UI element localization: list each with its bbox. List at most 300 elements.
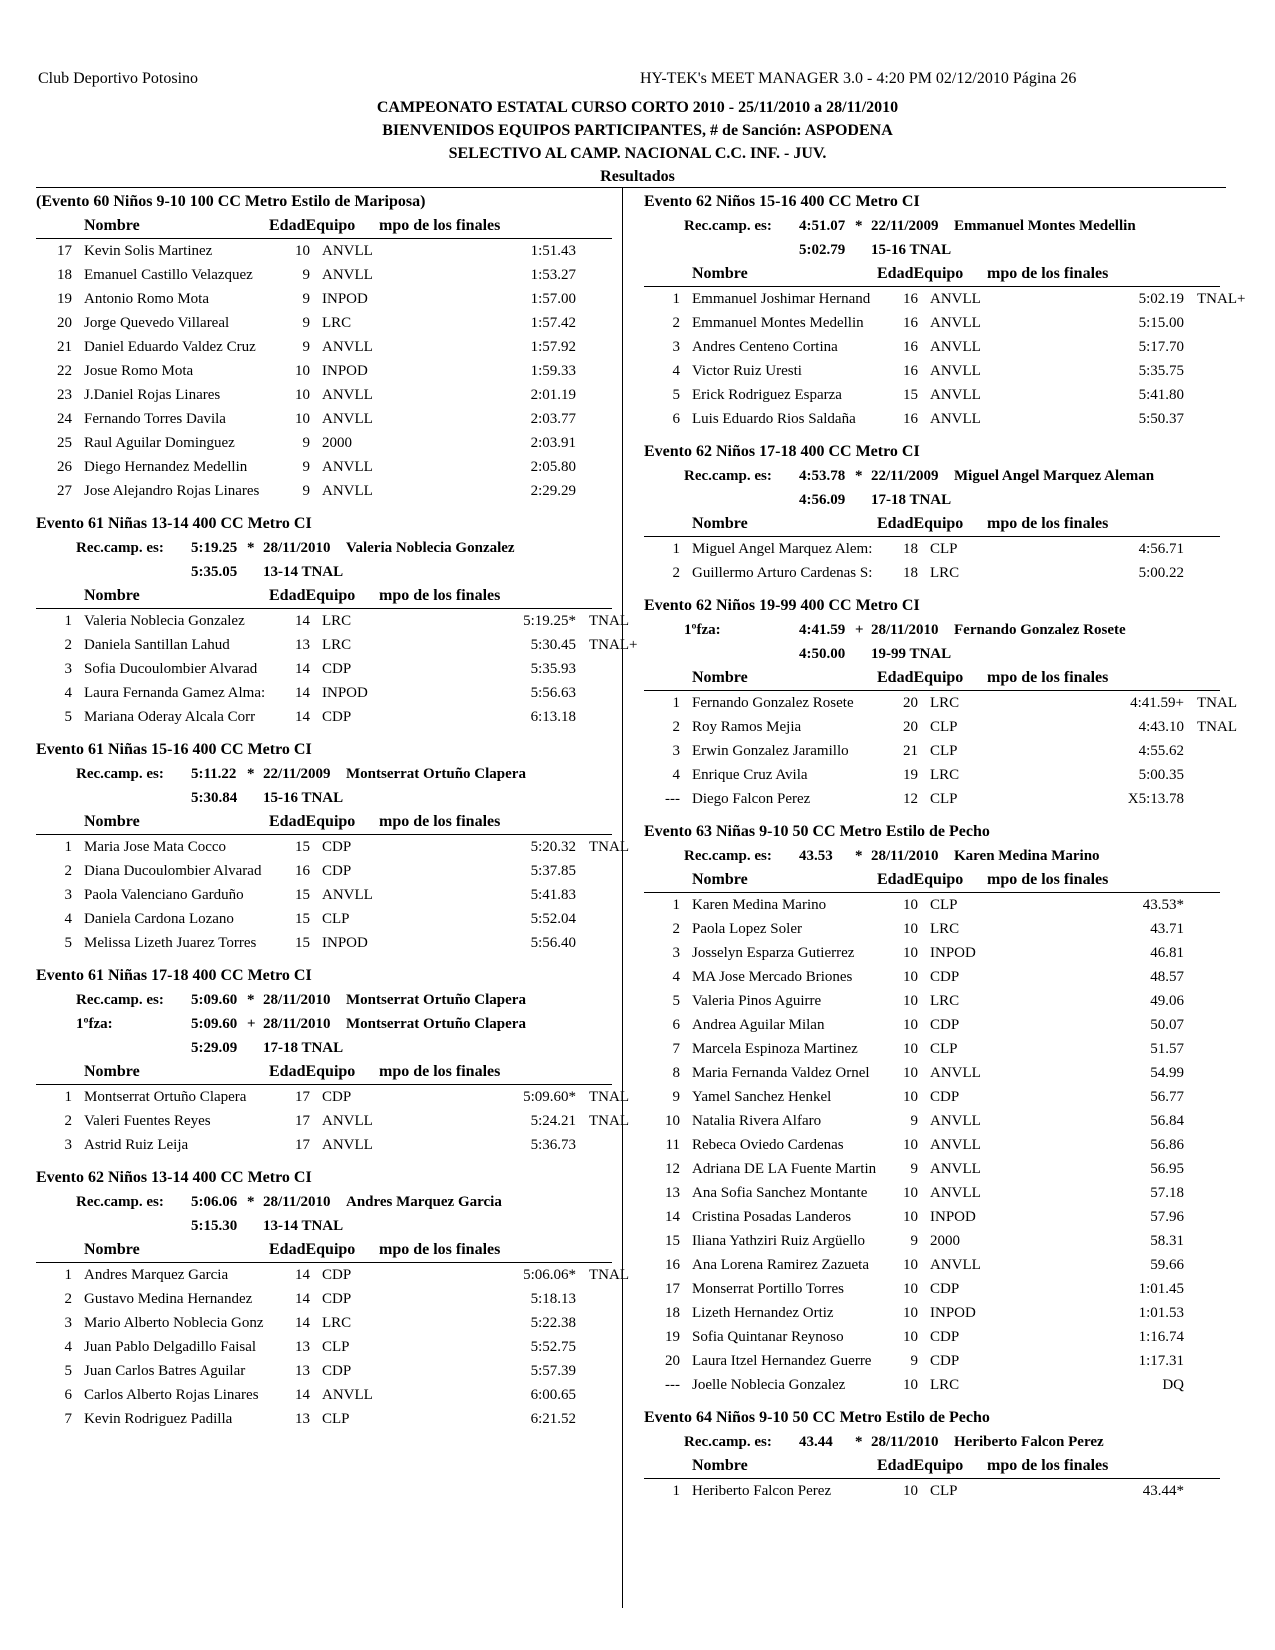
record-time: 4:50.00 <box>799 646 846 662</box>
team: CLP <box>930 1041 958 1057</box>
age: 16 <box>903 315 918 331</box>
place: 1 <box>64 1089 72 1105</box>
swimmer-name: Iliana Yathziri Ruiz Argüello <box>692 1233 866 1249</box>
swimmer-name: MA Jose Mercado Briones <box>692 969 853 985</box>
place: 4 <box>64 911 72 927</box>
swimmer-name: Antonio Romo Mota <box>84 291 210 307</box>
final-time: 51.57 <box>1150 1041 1184 1057</box>
place: 1 <box>672 291 680 307</box>
age: 12 <box>903 791 918 807</box>
place: 8 <box>672 1065 680 1081</box>
record-mark: + <box>247 1016 256 1032</box>
record-holder: 13-14 TNAL <box>263 1218 344 1234</box>
final-time: 5:00.35 <box>1138 767 1184 783</box>
age: 10 <box>295 363 310 379</box>
place: 2 <box>64 863 72 879</box>
age: 20 <box>903 695 918 711</box>
swimmer-name: Cristina Posadas Landeros <box>692 1209 852 1225</box>
age: 14 <box>295 1387 310 1403</box>
record-holder: Valeria Noblecia Gonzalez <box>346 540 515 556</box>
event-title: Evento 62 Niños 19-99 400 CC Metro CI <box>644 597 920 614</box>
place: 1 <box>672 1483 680 1499</box>
record-time: 5:29.09 <box>191 1040 238 1056</box>
record-label: Rec.camp. es: <box>76 992 164 1008</box>
header-name: Nombre <box>692 1457 748 1474</box>
team: CDP <box>322 839 352 855</box>
final-time: 56.95 <box>1150 1161 1184 1177</box>
record-label: Rec.camp. es: <box>684 218 772 234</box>
results-header <box>644 1454 1220 1479</box>
header-time: mpo de los finales <box>379 1241 501 1258</box>
team: CDP <box>322 1363 352 1379</box>
result-row <box>644 1109 1220 1133</box>
age: 9 <box>910 1113 918 1129</box>
place: 22 <box>57 363 72 379</box>
result-row <box>36 1263 629 1287</box>
team: CLP <box>322 911 350 927</box>
team: CLP <box>322 1339 350 1355</box>
result-row <box>644 537 1220 561</box>
event-title: Evento 64 Niños 9-10 50 CC Metro Estilo de Pecho <box>644 1409 990 1426</box>
record-holder: Karen Medina Marino <box>954 848 1100 864</box>
place: 5 <box>672 993 680 1009</box>
record-line <box>644 642 1220 666</box>
team: CDP <box>930 1281 960 1297</box>
record-holder: 19-99 TNAL <box>871 646 952 662</box>
result-row <box>644 407 1220 431</box>
final-time: 58.31 <box>1150 1233 1184 1249</box>
header-time: mpo de los finales <box>379 813 501 830</box>
place: --- <box>665 1377 680 1393</box>
age: 15 <box>295 887 310 903</box>
team: CDP <box>322 661 352 677</box>
place: 24 <box>57 411 72 427</box>
record-holder: Montserrat Ortuño Clapera <box>346 992 526 1008</box>
results-header <box>644 262 1220 287</box>
place: 2 <box>64 1291 72 1307</box>
header-divider <box>36 187 1226 188</box>
final-time: 5:02.19 <box>1138 291 1184 307</box>
final-time: 4:56.71 <box>1138 541 1184 557</box>
swimmer-name: Rebeca Oviedo Cardenas <box>692 1137 844 1153</box>
document-titles <box>0 96 1275 188</box>
place: 2 <box>672 921 680 937</box>
swimmer-name: Laura Fernanda Gamez Alma: <box>84 685 266 701</box>
header-name: Nombre <box>692 515 748 532</box>
team: CDP <box>322 1291 352 1307</box>
age: 14 <box>295 709 310 725</box>
swimmer-name: Karen Medina Marino <box>692 897 827 913</box>
team: CDP <box>322 863 352 879</box>
team: ANVLL <box>930 315 981 331</box>
record-time: 5:06.06 <box>191 1194 238 1210</box>
header-name: Nombre <box>84 813 140 830</box>
team: CDP <box>322 1089 352 1105</box>
team: INPOD <box>322 935 368 951</box>
team: LRC <box>322 637 352 653</box>
qualifier: TNAL <box>589 839 629 855</box>
final-time: 5:56.40 <box>530 935 576 951</box>
age: 10 <box>903 1065 918 1081</box>
age: 9 <box>302 315 310 331</box>
swimmer-name: Erwin Gonzalez Jaramillo <box>692 743 849 759</box>
team: ANVLL <box>322 483 373 499</box>
final-time: 43.53* <box>1142 897 1184 913</box>
place: 26 <box>57 459 72 475</box>
place: 18 <box>665 1305 680 1321</box>
results-header <box>644 512 1220 537</box>
event-title: Evento 63 Niñas 9-10 50 CC Metro Estilo de Pecho <box>644 823 990 840</box>
record-time: 5:19.25 <box>191 540 238 556</box>
team: 2000 <box>930 1233 960 1249</box>
event-block <box>36 964 629 1157</box>
team: ANVLL <box>930 1161 981 1177</box>
header-time: mpo de los finales <box>987 669 1109 686</box>
swimmer-name: Montserrat Ortuño Clapera <box>84 1089 247 1105</box>
record-holder: 13-14 TNAL <box>263 564 344 580</box>
place: 6 <box>672 1017 680 1033</box>
result-row <box>36 859 612 883</box>
swimmer-name: Josue Romo Mota <box>84 363 194 379</box>
swimmer-name: Diana Ducoulombier Alvarad <box>84 863 262 879</box>
final-time: 54.99 <box>1150 1065 1184 1081</box>
place: 2 <box>64 1113 72 1129</box>
final-time: 5:06.06* <box>523 1267 576 1283</box>
record-mark: * <box>247 992 255 1008</box>
record-mark: * <box>855 1434 863 1450</box>
final-time: 5:24.21 <box>530 1113 576 1129</box>
place: 17 <box>57 243 72 259</box>
result-row <box>36 383 612 407</box>
team: CLP <box>930 719 958 735</box>
team: LRC <box>930 921 960 937</box>
qualifier: TNAL <box>589 1113 629 1129</box>
result-row <box>644 941 1220 965</box>
event-title: Evento 61 Niñas 17-18 400 CC Metro CI <box>36 967 312 984</box>
meet-selective: SELECTIVO AL CAMP. NACIONAL C.C. INF. - JUV. <box>448 145 827 162</box>
swimmer-name: Carlos Alberto Rojas Linares <box>84 1387 259 1403</box>
results-heading: Resultados <box>600 168 675 185</box>
place: 3 <box>672 743 680 759</box>
team: LRC <box>930 695 960 711</box>
record-holder: Montserrat Ortuño Clapera <box>346 766 526 782</box>
result-row <box>644 287 1246 311</box>
team: LRC <box>930 1377 960 1393</box>
event-title: Evento 62 Niños 13-14 400 CC Metro CI <box>36 1169 312 1186</box>
age: 14 <box>295 613 310 629</box>
result-row <box>36 681 612 705</box>
event-title: Evento 61 Niñas 15-16 400 CC Metro CI <box>36 741 312 758</box>
swimmer-name: Emanuel Castillo Velazquez <box>84 267 253 283</box>
final-time: 2:29.29 <box>530 483 576 499</box>
final-time: 43.44* <box>1142 1483 1184 1499</box>
place: 9 <box>672 1089 680 1105</box>
place: 15 <box>665 1233 680 1249</box>
event-block <box>644 1406 1220 1503</box>
record-line <box>644 238 1220 262</box>
place: 2 <box>672 565 680 581</box>
place: 3 <box>64 661 72 677</box>
final-time: 5:00.22 <box>1138 565 1184 581</box>
record-line <box>644 214 1220 238</box>
record-date: 28/11/2010 <box>263 1016 331 1032</box>
place: 17 <box>665 1281 680 1297</box>
swimmer-name: Kevin Solis Martinez <box>84 243 213 259</box>
event-block <box>36 190 612 503</box>
result-row <box>644 715 1237 739</box>
swimmer-name: Melissa Lizeth Juarez Torres <box>84 935 257 951</box>
event-block <box>36 738 629 955</box>
swimmer-name: Emmanuel Joshimar Hernand <box>692 291 871 307</box>
record-holder: Heriberto Falcon Perez <box>954 1434 1104 1450</box>
record-holder: Miguel Angel Marquez Aleman <box>954 468 1155 484</box>
record-time: 5:15.30 <box>191 1218 238 1234</box>
swimmer-name: Roy Ramos Mejia <box>692 719 802 735</box>
qualifier: TNAL <box>589 1089 629 1105</box>
club-name: Club Deportivo Potosino <box>38 70 199 87</box>
final-time: 1:57.92 <box>530 339 576 355</box>
header-time: mpo de los finales <box>987 265 1109 282</box>
final-time: 5:36.73 <box>530 1137 576 1153</box>
results-header <box>644 868 1220 893</box>
team: ANVLL <box>930 1113 981 1129</box>
age: 10 <box>903 1377 918 1393</box>
place: 27 <box>57 483 72 499</box>
result-row <box>36 311 612 335</box>
place: 19 <box>57 291 72 307</box>
final-time: 5:37.85 <box>530 863 576 879</box>
team: CLP <box>930 897 958 913</box>
swimmer-name: Fernando Gonzalez Rosete <box>692 695 854 711</box>
record-line <box>36 762 612 786</box>
place: 21 <box>57 339 72 355</box>
results-header <box>36 810 612 835</box>
result-row <box>644 1325 1220 1349</box>
result-row <box>644 1349 1220 1373</box>
record-holder: 17-18 TNAL <box>263 1040 344 1056</box>
swimmer-name: Kevin Rodriguez Padilla <box>84 1411 233 1427</box>
record-line <box>644 1430 1220 1454</box>
swimmer-name: Natalia Rivera Alfaro <box>692 1113 822 1129</box>
age: 15 <box>295 911 310 927</box>
age: 10 <box>903 1209 918 1225</box>
result-row <box>644 1085 1220 1109</box>
swimmer-name: Monserrat Portillo Torres <box>692 1281 844 1297</box>
result-row <box>644 763 1220 787</box>
team: ANVLL <box>322 411 373 427</box>
final-time: 1:59.33 <box>530 363 576 379</box>
swimmer-name: Andres Centeno Cortina <box>692 339 838 355</box>
qualifier: TNAL+ <box>589 637 638 653</box>
result-row <box>36 1407 612 1431</box>
record-time: 5:09.60 <box>191 1016 238 1032</box>
record-holder: 17-18 TNAL <box>871 492 952 508</box>
age: 16 <box>295 863 310 879</box>
team: CDP <box>930 969 960 985</box>
record-holder: 15-16 TNAL <box>871 242 952 258</box>
record-line <box>644 488 1220 512</box>
place: 3 <box>672 339 680 355</box>
swimmer-name: Mario Alberto Noblecia Gonz <box>84 1315 264 1331</box>
result-row <box>644 1373 1220 1397</box>
age: 14 <box>295 1315 310 1331</box>
record-time: 5:35.05 <box>191 564 238 580</box>
place: 2 <box>672 315 680 331</box>
age: 13 <box>295 1411 310 1427</box>
swimmer-name: Daniel Eduardo Valdez Cruz <box>84 339 256 355</box>
team: CDP <box>930 1329 960 1345</box>
header-time: mpo de los finales <box>379 217 501 234</box>
swimmer-name: Ana Lorena Ramirez Zazueta <box>692 1257 869 1273</box>
team: CDP <box>930 1089 960 1105</box>
result-row <box>644 787 1220 811</box>
final-time: 2:03.91 <box>530 435 576 451</box>
place: 18 <box>57 267 72 283</box>
team: ANVLL <box>930 1257 981 1273</box>
swimmer-name: Adriana DE LA Fuente Martin <box>692 1161 877 1177</box>
result-row <box>644 1253 1220 1277</box>
record-mark: * <box>855 468 863 484</box>
final-time: 56.86 <box>1150 1137 1184 1153</box>
place: 10 <box>665 1113 680 1129</box>
team: ANVLL <box>930 363 981 379</box>
result-row <box>36 239 612 263</box>
record-label: Rec.camp. es: <box>76 766 164 782</box>
age: 10 <box>903 1281 918 1297</box>
final-time: 1:01.45 <box>1138 1281 1184 1297</box>
team: CDP <box>930 1353 960 1369</box>
record-date: 28/11/2010 <box>263 1194 331 1210</box>
team: LRC <box>322 1315 352 1331</box>
swimmer-name: Luis Eduardo Rios Saldaña <box>692 411 856 427</box>
swimmer-name: Andrea Aguilar Milan <box>692 1017 825 1033</box>
team: INPOD <box>322 363 368 379</box>
team: ANVLL <box>322 267 373 283</box>
record-line <box>36 1036 612 1060</box>
result-row <box>644 311 1220 335</box>
swimmer-name: Marcela Espinoza Martinez <box>692 1041 858 1057</box>
final-time: 1:51.43 <box>530 243 576 259</box>
final-time: 46.81 <box>1150 945 1184 961</box>
header-name: Nombre <box>84 1241 140 1258</box>
age: 18 <box>903 565 918 581</box>
right-column <box>644 190 1246 1512</box>
place: 5 <box>64 709 72 725</box>
team: ANVLL <box>322 387 373 403</box>
result-row <box>644 917 1220 941</box>
age: 14 <box>295 661 310 677</box>
final-time: 4:55.62 <box>1138 743 1184 759</box>
place: 20 <box>57 315 72 331</box>
swimmer-name: Juan Pablo Delgadillo Faisal <box>84 1339 257 1355</box>
final-time: 5:52.04 <box>530 911 576 927</box>
team: ANVLL <box>930 387 981 403</box>
team: ANVLL <box>322 1387 373 1403</box>
qualifier: TNAL <box>589 1267 629 1283</box>
final-time: 50.07 <box>1150 1017 1184 1033</box>
final-time: 48.57 <box>1150 969 1184 985</box>
swimmer-name: Andres Marquez Garcia <box>84 1267 229 1283</box>
record-time: 4:53.78 <box>799 468 846 484</box>
team: ANVLL <box>322 339 373 355</box>
record-line <box>36 1012 612 1036</box>
place: 7 <box>64 1411 72 1427</box>
swimmer-name: Victor Ruiz Uresti <box>692 363 802 379</box>
team: INPOD <box>930 945 976 961</box>
swimmer-name: Paola Valenciano Garduño <box>84 887 244 903</box>
team: CLP <box>322 1411 350 1427</box>
record-line <box>36 988 612 1012</box>
column-divider <box>622 188 623 1608</box>
team: INPOD <box>322 685 368 701</box>
swimmer-name: Sofia Quintanar Reynoso <box>692 1329 844 1345</box>
record-line <box>36 1190 612 1214</box>
result-row <box>36 479 612 503</box>
event-title: Evento 62 Niños 17-18 400 CC Metro CI <box>644 443 920 460</box>
header-age-team: EdadEquipo <box>269 587 356 604</box>
swimmer-name: Paola Lopez Soler <box>692 921 802 937</box>
record-line <box>36 536 612 560</box>
final-time: 6:21.52 <box>530 1411 576 1427</box>
record-date: 28/11/2010 <box>263 540 331 556</box>
age: 19 <box>903 767 918 783</box>
swimmer-name: Diego Falcon Perez <box>692 791 811 807</box>
meet-title: CAMPEONATO ESTATAL CURSO CORTO 2010 - 25/11/2010 a 28/11/2010 <box>376 99 899 116</box>
result-row <box>36 705 612 729</box>
result-row <box>36 931 612 955</box>
qualifier: TNAL <box>1197 719 1237 735</box>
result-row <box>644 561 1220 585</box>
team: ANVLL <box>322 1137 373 1153</box>
team: ANVLL <box>322 459 373 475</box>
record-holder: Andres Marquez Garcia <box>346 1194 502 1210</box>
record-time: 4:51.07 <box>799 218 846 234</box>
record-line <box>644 464 1220 488</box>
result-row <box>644 1205 1220 1229</box>
record-date: 28/11/2010 <box>871 622 939 638</box>
final-time: 57.18 <box>1150 1185 1184 1201</box>
event-title: Evento 62 Niños 15-16 400 CC Metro CI <box>644 193 920 210</box>
final-time: 5:52.75 <box>530 1339 576 1355</box>
swimmer-name: J.Daniel Rojas Linares <box>84 387 221 403</box>
team: ANVLL <box>930 1137 981 1153</box>
record-date: 28/11/2010 <box>871 848 939 864</box>
record-time: 43.53 <box>799 848 833 864</box>
place: 3 <box>64 1137 72 1153</box>
final-time: 5:41.83 <box>530 887 576 903</box>
age: 9 <box>302 435 310 451</box>
record-time: 5:02.79 <box>799 242 846 258</box>
record-holder: Emmanuel Montes Medellin <box>954 218 1136 234</box>
team: CLP <box>930 791 958 807</box>
age: 10 <box>295 243 310 259</box>
result-row <box>36 1359 612 1383</box>
header-time: mpo de los finales <box>379 587 501 604</box>
result-row <box>36 883 612 907</box>
age: 10 <box>903 1329 918 1345</box>
result-row <box>36 407 612 431</box>
age: 10 <box>903 993 918 1009</box>
result-row <box>36 455 612 479</box>
record-line <box>36 1214 612 1238</box>
result-row <box>36 335 612 359</box>
final-time: 56.77 <box>1150 1089 1184 1105</box>
age: 10 <box>903 1137 918 1153</box>
team: ANVLL <box>930 1185 981 1201</box>
result-row <box>644 359 1220 383</box>
record-line <box>644 844 1220 868</box>
result-row <box>36 431 612 455</box>
